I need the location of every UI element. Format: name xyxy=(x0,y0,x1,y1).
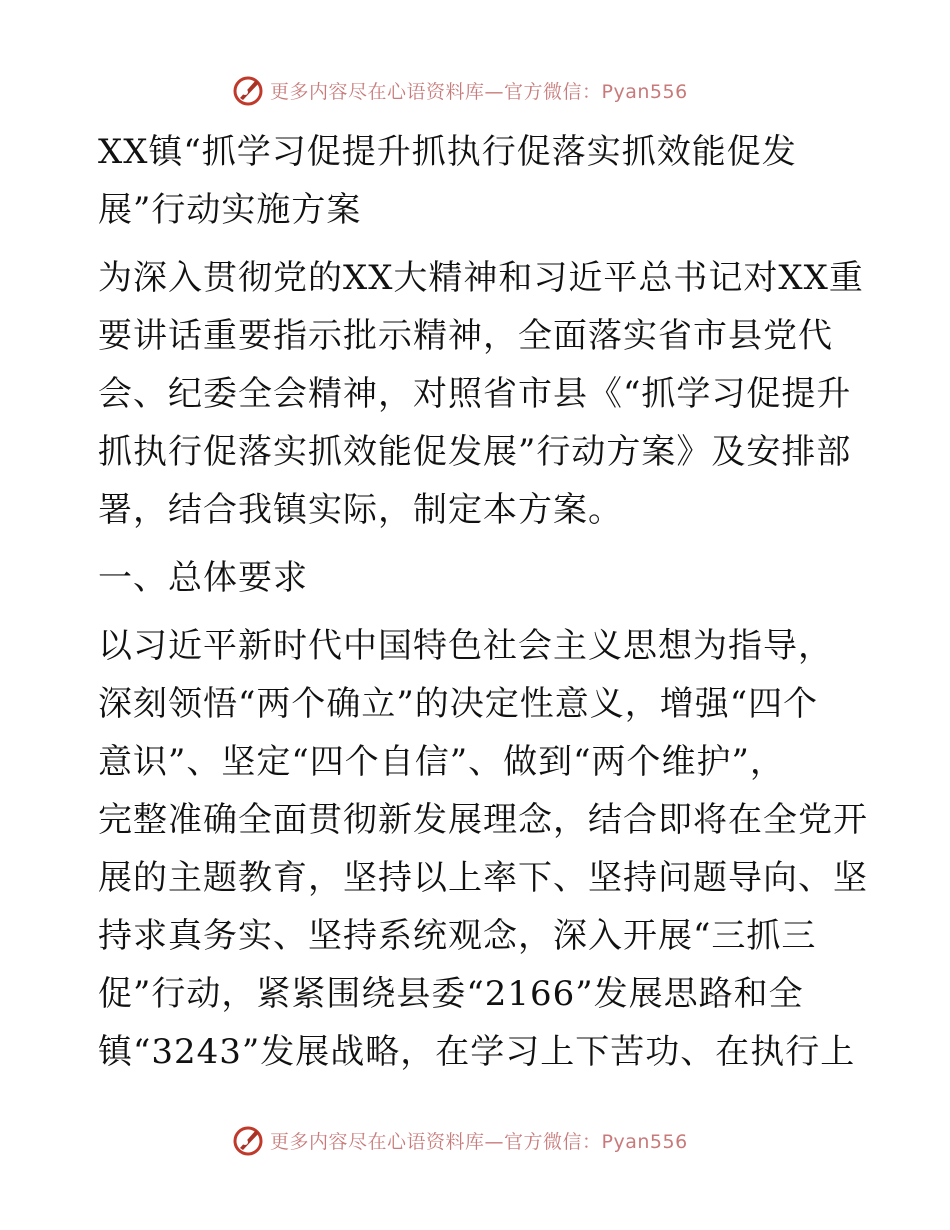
watermark-banner-bottom xyxy=(230,1120,730,1160)
document-title-line-2: 展”行动实施方案 xyxy=(98,190,362,230)
section-line-2: 深刻领悟“两个确立”的决定性意义，增强“四个 xyxy=(98,684,819,724)
quill-seal-icon xyxy=(230,72,266,108)
document-body xyxy=(98,123,868,1081)
section-line-3: 意识”、坚定“四个自信”、做到“两个维护”， xyxy=(98,742,785,782)
section-line-7: 促”行动，紧紧围绕县委“2166”发展思路和全 xyxy=(98,974,804,1014)
intro-line-3: 会、纪委全会精神，对照省市县《“抓学习促提升 xyxy=(98,374,852,414)
section-line-1: 以习近平新时代中国特色社会主义思想为指导， xyxy=(98,626,833,666)
intro-line-4: 抓执行促落实抓效能促发展”行动方案》及安排部 xyxy=(98,432,852,472)
intro-line-1: 为深入贯彻党的XX大精神和习近平总书记对XX重 xyxy=(98,258,864,298)
watermark-text: 更多内容尽在心语资料库—官方微信：Pyan556 xyxy=(270,80,688,103)
document-title-line-1: XX镇“抓学习促提升抓执行促落实抓效能促发 xyxy=(98,132,797,172)
section-line-5: 展的主题教育，坚持以上率下、坚持问题导向、坚 xyxy=(98,858,868,898)
watermark-text: 更多内容尽在心语资料库—官方微信：Pyan556 xyxy=(270,1130,688,1153)
quill-seal-icon xyxy=(230,1122,266,1158)
section-line-4: 完整准确全面贯彻新发展理念，结合即将在全党开 xyxy=(98,800,868,840)
section-heading: 一、总体要求 xyxy=(98,558,308,598)
intro-line-2: 要讲话重要指示批示精神，全面落实省市县党代 xyxy=(98,316,833,356)
section-line-6: 持求真务实、坚持系统观念，深入开展“三抓三 xyxy=(98,916,817,956)
intro-line-5: 署，结合我镇实际，制定本方案。 xyxy=(98,490,623,530)
section-line-8: 镇“3243”发展战略，在学习上下苦功、在执行上 xyxy=(98,1032,856,1072)
watermark-banner-top xyxy=(230,70,730,110)
